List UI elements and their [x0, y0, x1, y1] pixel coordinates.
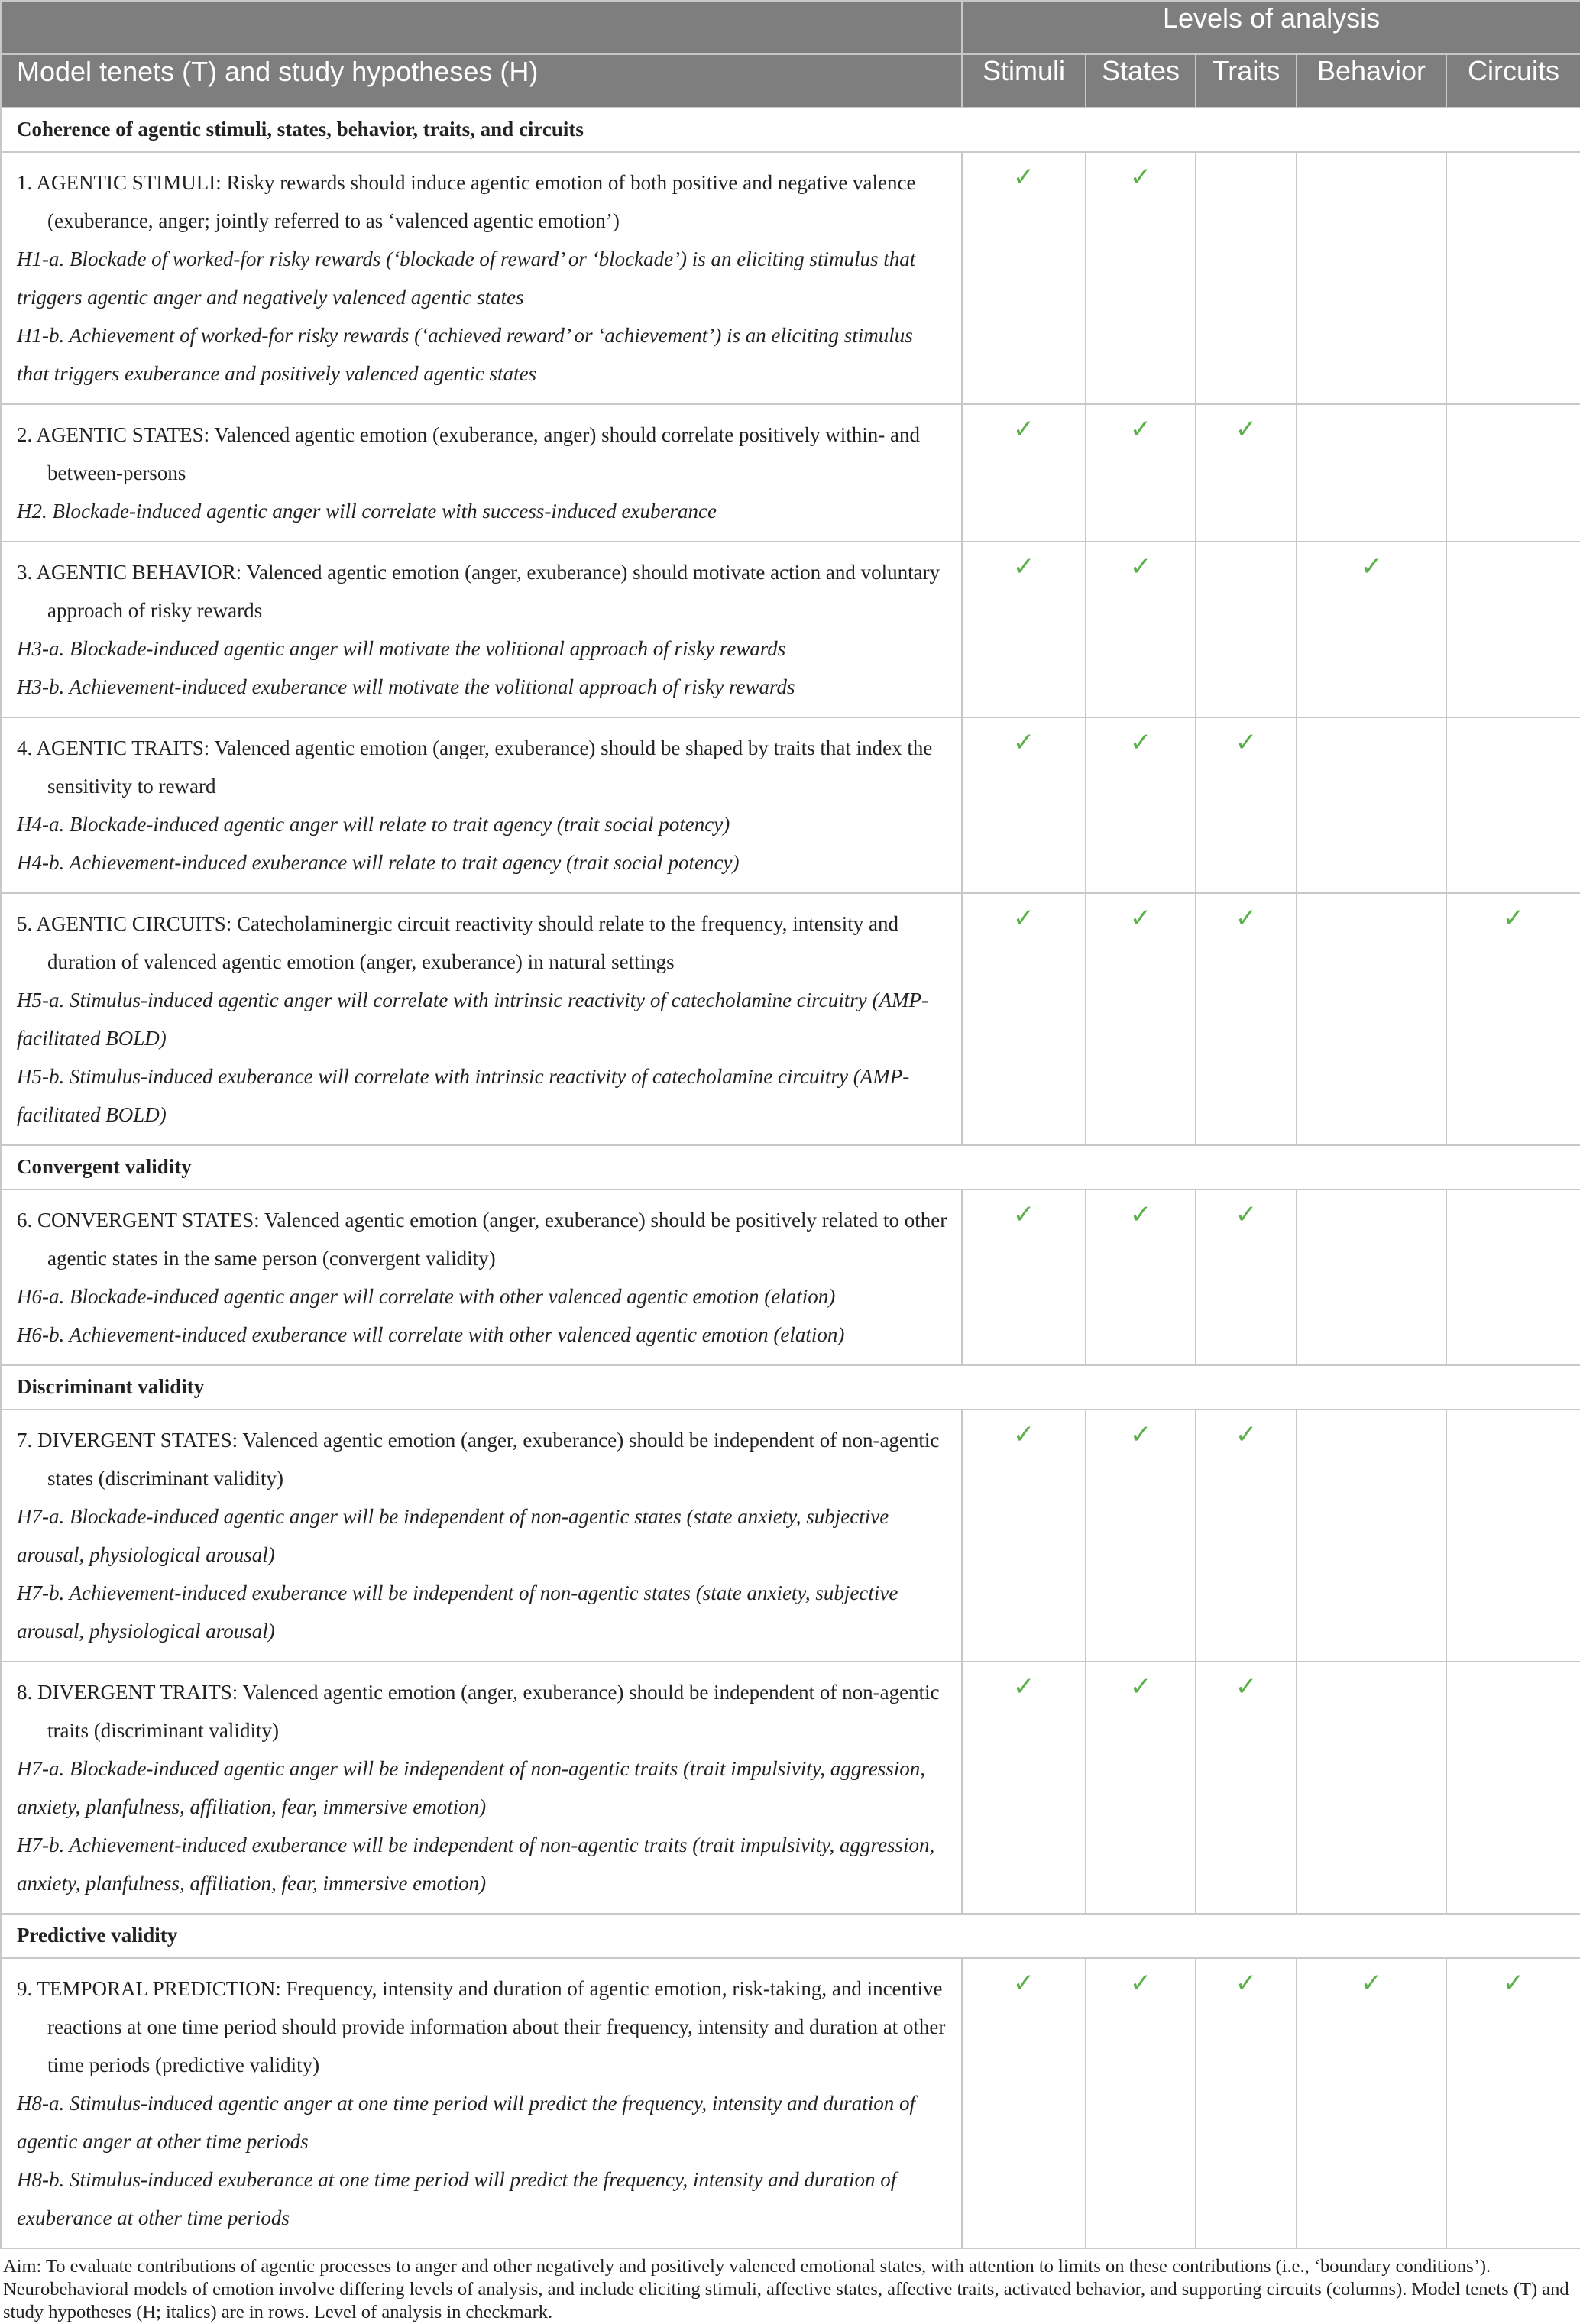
check-cell-circuits: [1446, 542, 1580, 717]
section-row: [1, 1145, 1580, 1190]
table-row: [1, 1410, 1580, 1662]
column-header-behavior: Behavior: [1297, 54, 1446, 108]
check-cell-states: [1086, 542, 1196, 717]
header-blank-cell: [1, 1, 962, 54]
check-cell-states: [1086, 893, 1196, 1145]
check-cell-circuits: [1446, 1190, 1580, 1365]
study-hypothesis: H3-b. Achievement-induced exuberance will motivate the volitional approach of risky rewards: [17, 675, 795, 698]
check-cell-traits: [1196, 893, 1297, 1145]
study-hypothesis: H5-a. Stimulus-induced agentic anger will correlate with intrinsic reactivity of catecholamine circuitry (AMP-facilitated BOLD): [17, 989, 928, 1050]
study-hypothesis: H5-b. Stimulus-induced exuberance will correlate with intrinsic reactivity of catecholamine circuitry (AMP-facilitated BOLD): [17, 1065, 910, 1126]
check-cell-stimuli: [962, 717, 1086, 893]
column-header-circuits: Circuits: [1446, 54, 1580, 108]
check-cell-states: [1086, 152, 1196, 404]
checkmark-icon: ✓: [1012, 903, 1035, 934]
checkmark-icon: ✓: [1012, 1419, 1035, 1450]
check-cell-circuits: [1446, 152, 1580, 404]
check-cell-behavior: [1297, 1662, 1446, 1914]
study-hypothesis: H2. Blockade-induced agentic anger will correlate with success-induced exuberance: [17, 500, 717, 523]
checkmark-icon: ✓: [1012, 1199, 1035, 1230]
check-cell-behavior: [1297, 1190, 1446, 1365]
check-cell-states: [1086, 717, 1196, 893]
study-hypothesis: H7-b. Achievement-induced exuberance will be independent of non-agentic states (state anxiety, subjective arousal, physiological arousal): [17, 1581, 898, 1643]
table-row: [1, 404, 1580, 542]
check-cell-states: [1086, 1958, 1196, 2248]
model-tenet: 6. CONVERGENT STATES: Valenced agentic emotion (anger, exuberance) should be positively related to other agentic states in the same person (convergent validity): [17, 1209, 947, 1270]
tenet-cell: [1, 1662, 962, 1914]
study-hypothesis: H4-a. Blockade-induced agentic anger will relate to trait agency (trait social potency): [17, 813, 730, 836]
tenet-cell: [1, 1410, 962, 1662]
study-hypothesis: H7-b. Achievement-induced exuberance will be independent of non-agentic traits (trait impulsivity, aggression, anxiety, planfulness, affiliation, fear, immersive emotion): [17, 1834, 935, 1895]
check-cell-stimuli: [962, 542, 1086, 717]
model-tenet: 9. TEMPORAL PREDICTION: Frequency, intensity and duration of agentic emotion, risk-taking, and incentive reactions at one time period should provide information about their frequency, intensity and duration at other time periods (predictive validity): [17, 1977, 946, 2076]
checkmark-icon: ✓: [1129, 1968, 1152, 1999]
model-tenet: 3. AGENTIC BEHAVIOR: Valenced agentic emotion (anger, exuberance) should motivate action and voluntary approach of risky rewards: [17, 561, 941, 622]
checkmark-icon: ✓: [1235, 414, 1258, 445]
section-row: [1, 1365, 1580, 1410]
check-cell-circuits: [1446, 717, 1580, 893]
study-hypothesis: H1-b. Achievement of worked-for risky rewards (‘achieved reward’ or ‘achievement’) is an eliciting stimulus that triggers exuberance and positively valenced agentic states: [17, 324, 913, 385]
checkmark-icon: ✓: [1235, 1968, 1258, 1999]
check-cell-states: [1086, 404, 1196, 542]
check-cell-circuits: [1446, 1958, 1580, 2248]
study-hypothesis: H7-a. Blockade-induced agentic anger will be independent of non-agentic traits (trait impulsivity, aggression, anxiety, planfulness, affiliation, fear, immersive emotion): [17, 1757, 926, 1818]
study-hypothesis: H8-a. Stimulus-induced agentic anger at one time period will predict the frequency, intensity and duration of agentic anger at other time periods: [17, 2092, 916, 2153]
study-hypothesis: H7-a. Blockade-induced agentic anger will be independent of non-agentic states (state anxiety, subjective arousal, physiological arousal): [17, 1505, 889, 1566]
check-cell-traits: [1196, 717, 1297, 893]
model-tenet: 1. AGENTIC STIMULI: Risky rewards should induce agentic emotion of both positive and negative valence (exuberance, anger; jointly referred to as ‘valenced agentic emotion’): [17, 171, 916, 232]
checkmark-icon: ✓: [1012, 414, 1035, 445]
checkmark-icon: ✓: [1012, 1672, 1035, 1702]
checkmark-icon: ✓: [1502, 1968, 1525, 1999]
tenet-cell: [1, 717, 962, 893]
section-title: Coherence of agentic stimuli, states, behavior, traits, and circuits: [1, 108, 1580, 152]
table-header: [1, 1, 1580, 108]
check-cell-behavior: [1297, 404, 1446, 542]
study-hypothesis: H6-a. Blockade-induced agentic anger will correlate with other valenced agentic emotion (elation): [17, 1285, 836, 1308]
check-cell-circuits: [1446, 1410, 1580, 1662]
column-header-stimuli: Stimuli: [962, 54, 1086, 108]
checkmark-icon: ✓: [1012, 162, 1035, 193]
checkmark-icon: ✓: [1129, 414, 1152, 445]
checkmark-icon: ✓: [1235, 727, 1258, 758]
table-row: [1, 1190, 1580, 1365]
check-cell-traits: [1196, 1190, 1297, 1365]
check-cell-traits: [1196, 542, 1297, 717]
column-header-states: States: [1086, 54, 1196, 108]
checkmark-icon: ✓: [1129, 1672, 1152, 1702]
check-cell-behavior: [1297, 152, 1446, 404]
checkmark-icon: ✓: [1012, 727, 1035, 758]
checkmark-icon: ✓: [1129, 727, 1152, 758]
study-hypothesis: H4-b. Achievement-induced exuberance will relate to trait agency (trait social potency): [17, 851, 740, 874]
table-footnote: Aim: To evaluate contributions of agentic processes to anger and other negatively and positively valenced emotional states, with attention to limits on these contributions (i.e., ‘boundary conditions’). Neurobehavioral models of emotion involve differing levels of analysis, and include eliciting stimuli, affective states, affective traits, activated behavior, and supporting circuits (columns). Model tenets (T) and study hypotheses (H; italics) are in rows. Level of analysis in checkmark.: [3, 2256, 1569, 2322]
table-row: [1, 893, 1580, 1145]
tenet-cell: [1, 1190, 962, 1365]
checkmark-icon: ✓: [1129, 552, 1152, 582]
checkmark-icon: ✓: [1235, 903, 1258, 934]
checkmark-icon: ✓: [1235, 1199, 1258, 1230]
check-cell-behavior: [1297, 1958, 1446, 2248]
check-cell-traits: [1196, 1958, 1297, 2248]
checkmark-icon: ✓: [1129, 1419, 1152, 1450]
model-tenet: 2. AGENTIC STATES: Valenced agentic emotion (exuberance, anger) should correlate positively within- and between-persons: [17, 423, 921, 484]
check-cell-stimuli: [962, 1662, 1086, 1914]
checkmark-icon: ✓: [1012, 1968, 1035, 1999]
check-cell-circuits: [1446, 1662, 1580, 1914]
check-cell-states: [1086, 1662, 1196, 1914]
check-cell-stimuli: [962, 1190, 1086, 1365]
check-cell-circuits: [1446, 893, 1580, 1145]
table-row: [1, 717, 1580, 893]
check-cell-behavior: [1297, 542, 1446, 717]
study-hypothesis: H6-b. Achievement-induced exuberance will correlate with other valenced agentic emotion (elation): [17, 1323, 845, 1346]
tenet-cell: [1, 542, 962, 717]
model-tenet: 8. DIVERGENT TRAITS: Valenced agentic emotion (anger, exuberance) should be independent of non-agentic traits (discriminant validity): [17, 1681, 940, 1742]
tenet-cell: [1, 404, 962, 542]
table-row: [1, 1958, 1580, 2248]
section-title: Predictive validity: [1, 1914, 1580, 1958]
check-cell-traits: [1196, 152, 1297, 404]
check-cell-traits: [1196, 1662, 1297, 1914]
model-tenets-header: Model tenets (T) and study hypotheses (H): [1, 54, 962, 108]
section-title: Discriminant validity: [1, 1365, 1580, 1410]
model-tenet: 5. AGENTIC CIRCUITS: Catecholaminergic circuit reactivity should relate to the frequency, intensity and duration of valenced agentic emotion (anger, exuberance) in natural settings: [17, 912, 898, 973]
checkmark-icon: ✓: [1129, 903, 1152, 934]
check-cell-stimuli: [962, 404, 1086, 542]
checkmark-icon: ✓: [1360, 1968, 1383, 1999]
table-row: [1, 152, 1580, 404]
check-cell-behavior: [1297, 1410, 1446, 1662]
study-hypothesis: H8-b. Stimulus-induced exuberance at one time period will predict the frequency, intensity and duration of exuberance at other time periods: [17, 2168, 897, 2229]
check-cell-stimuli: [962, 893, 1086, 1145]
checkmark-icon: ✓: [1235, 1419, 1258, 1450]
model-tenet: 7. DIVERGENT STATES: Valenced agentic emotion (anger, exuberance) should be independent of non-agentic states (discriminant validity): [17, 1429, 940, 1490]
tenet-cell: [1, 1958, 962, 2248]
checkmark-icon: ✓: [1502, 903, 1525, 934]
section-row: [1, 1914, 1580, 1958]
check-cell-behavior: [1297, 717, 1446, 893]
table-row: [1, 1662, 1580, 1914]
section-row: [1, 108, 1580, 152]
study-hypothesis: H3-a. Blockade-induced agentic anger will motivate the volitional approach of risky rewards: [17, 637, 786, 660]
checkmark-icon: ✓: [1012, 552, 1035, 582]
study-hypothesis: H1-a. Blockade of worked-for risky rewards (‘blockade of reward’ or ‘blockade’) is an eliciting stimulus that triggers agentic anger and negatively valenced agentic states: [17, 248, 916, 309]
check-cell-circuits: [1446, 404, 1580, 542]
check-cell-states: [1086, 1190, 1196, 1365]
tenet-cell: [1, 893, 962, 1145]
checkmark-icon: ✓: [1360, 552, 1383, 582]
check-cell-stimuli: [962, 1410, 1086, 1662]
levels-of-analysis-header: Levels of analysis: [962, 1, 1580, 54]
check-cell-behavior: [1297, 893, 1446, 1145]
checkmark-icon: ✓: [1129, 162, 1152, 193]
check-cell-traits: [1196, 1410, 1297, 1662]
model-tenet: 4. AGENTIC TRAITS: Valenced agentic emotion (anger, exuberance) should be shaped by traits that index the sensitivity to reward: [17, 736, 933, 798]
check-cell-stimuli: [962, 152, 1086, 404]
table-body: [1, 108, 1580, 2248]
table-row: [1, 542, 1580, 717]
check-cell-stimuli: [962, 1958, 1086, 2248]
check-cell-traits: [1196, 404, 1297, 542]
tenet-cell: [1, 152, 962, 404]
check-cell-states: [1086, 1410, 1196, 1662]
checkmark-icon: ✓: [1235, 1672, 1258, 1702]
column-header-traits: Traits: [1196, 54, 1297, 108]
section-title: Convergent validity: [1, 1145, 1580, 1190]
checkmark-icon: ✓: [1129, 1199, 1152, 1230]
